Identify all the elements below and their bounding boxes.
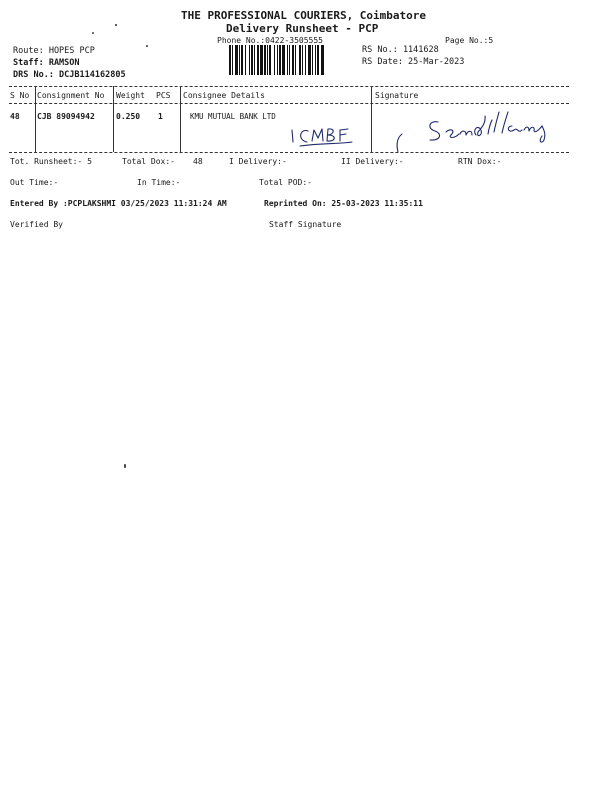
cell-pcs: 1: [158, 112, 163, 121]
handwritten-signature: [280, 100, 580, 160]
rs-date: RS Date: 25-Mar-2023: [362, 57, 465, 67]
barcode-bar: [264, 45, 266, 75]
route-label: Route: HOPES PCP: [13, 46, 95, 56]
cell-weight: 0.250: [116, 112, 141, 121]
col-divider: [35, 86, 36, 152]
col-divider: [113, 86, 114, 152]
barcode-bar: [254, 45, 255, 75]
phone-number: Phone No.:0422-3505555: [217, 36, 323, 45]
reprinted-on: Reprinted On: 25-03-2023 11:35:11: [264, 199, 423, 208]
rtn-dox: RTN Dox:-: [458, 157, 502, 166]
barcode-bar: [317, 45, 319, 75]
rs-number: RS No.: 1141628: [362, 45, 439, 55]
barcode-bar: [302, 45, 303, 75]
barcode-bar: [232, 45, 233, 75]
barcode-bar: [305, 45, 306, 75]
barcode-bar: [299, 45, 301, 75]
entered-by: Entered By :PCPLAKSHMI 03/25/2023 11:31:24 AM: [10, 199, 227, 208]
staff-signature-label: Staff Signature: [269, 220, 342, 229]
total-dox-label: Total Dox:-: [122, 157, 175, 166]
in-time: In Time:-: [137, 178, 181, 187]
col-header-pcs: PCS: [156, 91, 171, 100]
barcode-bar: [229, 45, 231, 75]
barcode-bar: [287, 45, 288, 75]
barcode-bar: [239, 45, 240, 75]
cell-sno: 48: [10, 112, 20, 121]
col-divider: [180, 86, 181, 152]
barcode-bar: [308, 45, 311, 75]
scan-speck: [124, 464, 126, 468]
scan-speck: [146, 45, 148, 47]
barcode-bar: [251, 45, 253, 75]
total-runsheet: Tot. Runsheet:- 5: [10, 157, 92, 166]
barcode-bar: [277, 45, 278, 75]
barcode-bar: [312, 45, 313, 75]
col-header-weight: Weight: [116, 91, 145, 100]
verified-by: Verified By: [10, 220, 63, 229]
col-header-signature: Signature: [375, 91, 419, 100]
barcode-bar: [245, 45, 246, 75]
barcode-bar: [274, 45, 275, 75]
total-pod: Total POD:-: [259, 178, 312, 187]
col-header-sno: S No: [10, 91, 30, 100]
table-top-rule: [9, 86, 569, 87]
out-time: Out Time:-: [10, 178, 59, 187]
barcode-bar: [260, 45, 263, 75]
scan-speck: [115, 24, 117, 26]
drs-number: DRS No.: DCJB114162805: [13, 70, 126, 80]
barcode-bar: [249, 45, 250, 75]
barcode-bar: [279, 45, 281, 75]
cell-consignment: CJB 89094942: [37, 112, 95, 121]
barcode-bar: [241, 45, 243, 75]
scan-speck: [92, 32, 94, 34]
i-delivery: I Delivery:-: [229, 157, 287, 166]
staff-label: Staff: RAMSON: [13, 58, 80, 68]
page-number: Page No.:5: [445, 36, 494, 45]
barcode-bar: [257, 45, 259, 75]
col-header-consignee: Consignee Details: [183, 91, 265, 100]
sheet-title: Delivery Runsheet - PCP: [226, 22, 379, 35]
barcode-bar: [289, 45, 290, 75]
col-header-consignment: Consignment No: [37, 91, 105, 100]
ii-delivery: II Delivery:-: [341, 157, 404, 166]
barcode-icon: [229, 45, 357, 75]
barcode-bar: [269, 45, 271, 75]
cell-consignee: KMU MUTUAL BANK LTD: [190, 112, 276, 121]
company-title: THE PROFESSIONAL COURIERS, Coimbatore: [181, 9, 427, 22]
barcode-bar: [235, 45, 238, 75]
barcode-bar: [321, 45, 324, 75]
barcode-bar: [267, 45, 268, 75]
barcode-bar: [282, 45, 285, 75]
barcode-bar: [292, 45, 294, 75]
barcode-bar: [295, 45, 296, 75]
barcode-bar: [315, 45, 316, 75]
total-dox-value: 48: [193, 157, 203, 166]
